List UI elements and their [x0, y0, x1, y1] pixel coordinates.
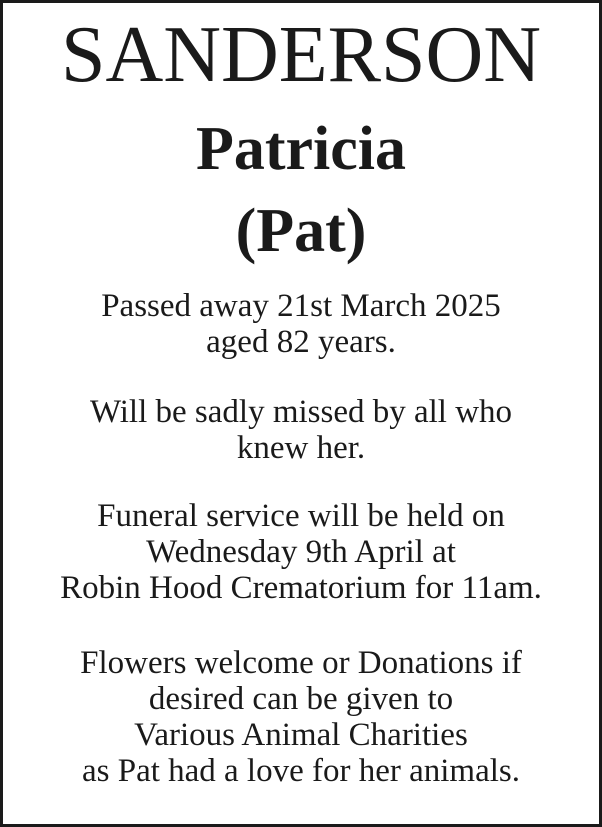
- paragraph-line: aged 82 years.: [206, 324, 396, 360]
- nickname-heading: (Pat): [235, 197, 367, 265]
- paragraph-line: Robin Hood Crematorium for 11am.: [60, 570, 542, 606]
- passing-paragraph: [3, 288, 599, 360]
- paragraph-line: knew her.: [236, 430, 366, 466]
- paragraph-line: Funeral service will be held on: [97, 498, 505, 534]
- forename-heading: Patricia: [195, 115, 406, 183]
- surname-heading: SANDERSON: [60, 11, 542, 99]
- paragraph-line: Various Animal Charities: [134, 717, 468, 753]
- paragraph-line: as Pat had a love for her animals.: [81, 753, 521, 789]
- paragraph-line: Will be sadly missed by all who: [89, 394, 513, 430]
- funeral-paragraph: [3, 498, 599, 606]
- paragraph-line: desired can be given to: [148, 681, 454, 717]
- paragraph-line: Passed away 21st March 2025: [101, 288, 501, 324]
- paragraph-line: Flowers welcome or Donations if: [80, 645, 522, 681]
- donations-paragraph: [3, 645, 599, 789]
- tribute-paragraph: [3, 394, 599, 466]
- paragraph-line: Wednesday 9th April at: [146, 534, 456, 570]
